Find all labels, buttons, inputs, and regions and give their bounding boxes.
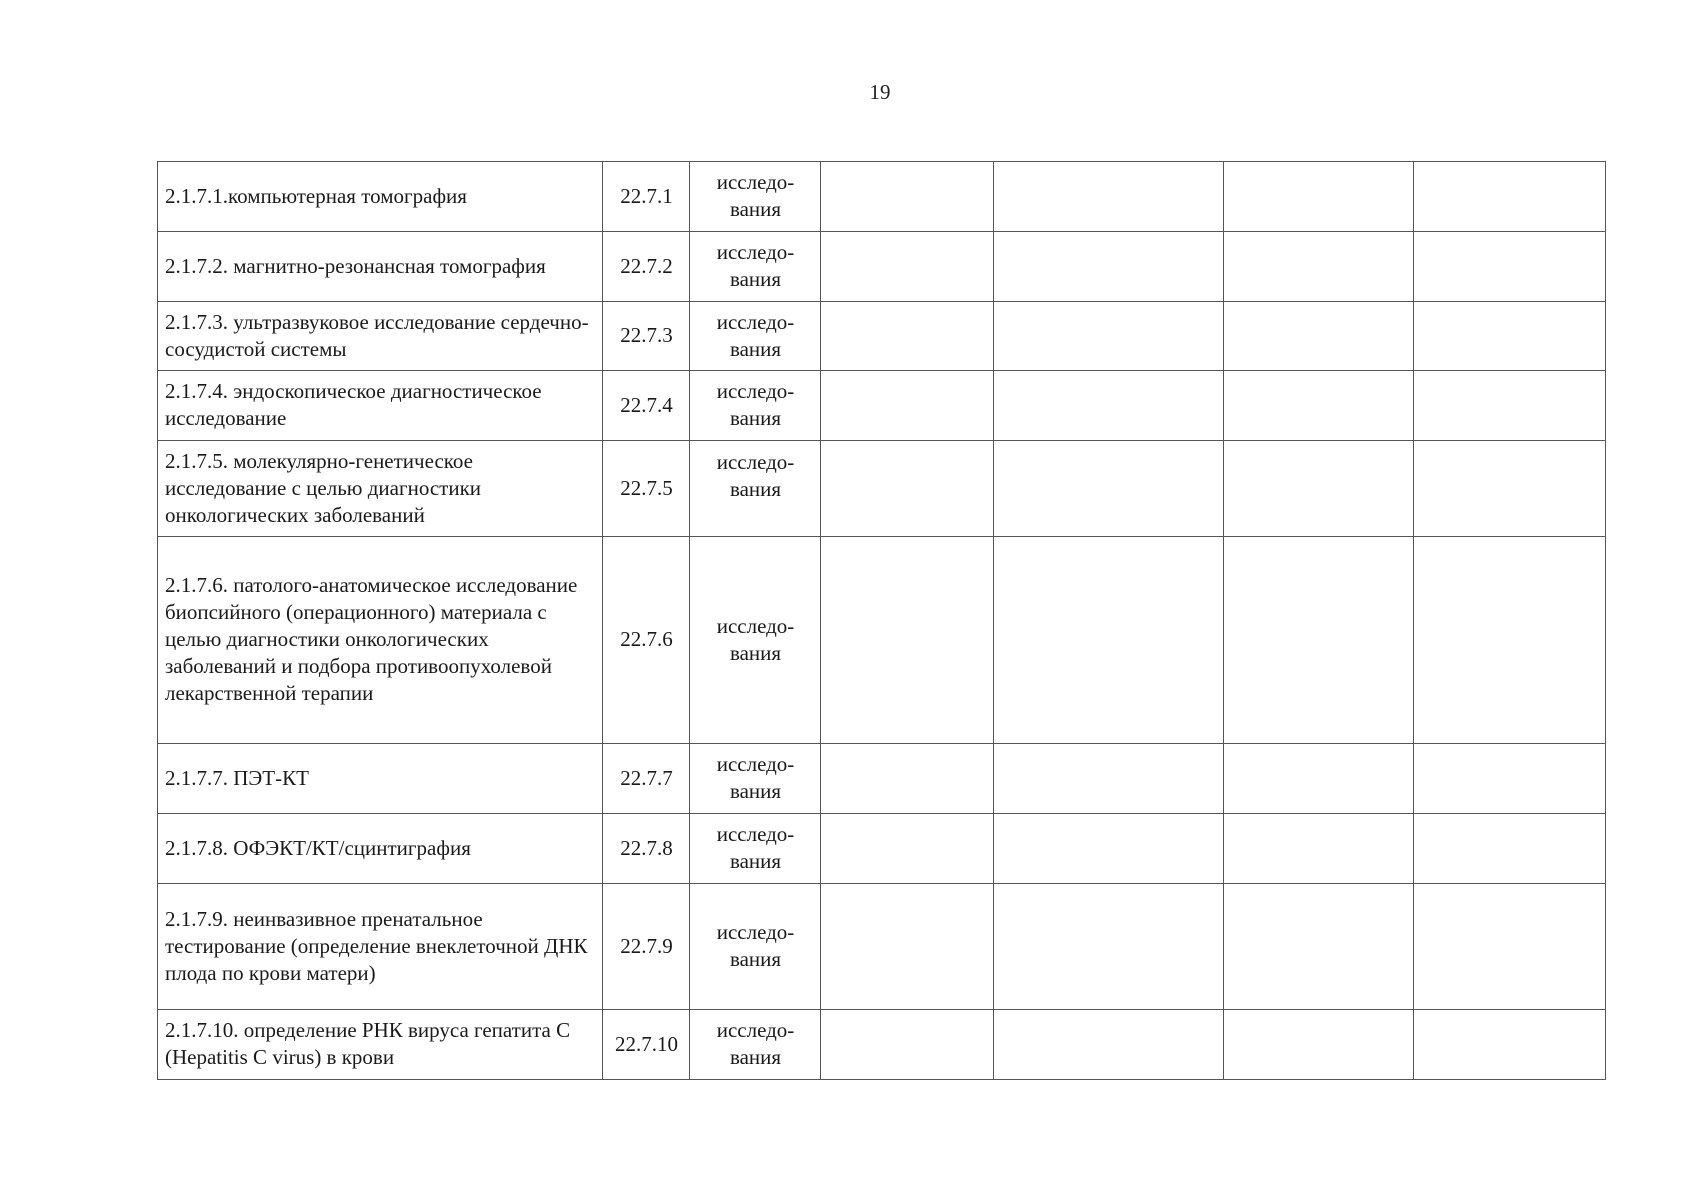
empty-cell — [994, 371, 1224, 441]
service-code: 22.7.5 — [603, 441, 690, 537]
unit-cell — [690, 814, 821, 884]
unit-label-bottom: вания — [729, 267, 782, 291]
empty-cell — [821, 162, 994, 232]
unit-label-top: исследо- — [716, 822, 795, 846]
service-name: 2.1.7.8. ОФЭКТ/КТ/сцинтиграфия — [158, 814, 603, 884]
unit-cell — [690, 371, 821, 441]
table-row — [158, 371, 1606, 441]
service-name: 2.1.7.9. неинвазивное пренатальное тестирование (определение внеклеточной ДНК плода по крови матери) — [158, 884, 603, 1010]
service-name: 2.1.7.1.компьютерная томография — [158, 162, 603, 232]
unit-label-bottom: вания — [729, 947, 782, 971]
empty-cell — [1224, 537, 1414, 744]
empty-cell — [1414, 371, 1606, 441]
unit-label-top: исследо- — [716, 1018, 795, 1042]
service-code: 22.7.7 — [603, 744, 690, 814]
table-row — [158, 232, 1606, 302]
empty-cell — [994, 884, 1224, 1010]
service-name: 2.1.7.6. патолого-анатомическое исследование биопсийного (операционного) материала с целью диагностики онкологических заболеваний и подбора противоопухолевой лекарственной терапии — [158, 537, 603, 744]
unit-cell — [690, 441, 821, 537]
unit-label-bottom: вания — [729, 849, 782, 873]
service-name: 2.1.7.3. ультразвуковое исследование сердечно-сосудистой системы — [158, 302, 603, 371]
service-code: 22.7.2 — [603, 232, 690, 302]
unit-label-bottom: вания — [729, 197, 782, 221]
empty-cell — [1224, 371, 1414, 441]
page-number: 19 — [869, 80, 891, 104]
services-table — [157, 161, 1606, 1080]
unit-cell — [690, 1010, 821, 1080]
unit-label-bottom: вания — [729, 779, 782, 803]
table-row — [158, 744, 1606, 814]
empty-cell — [1414, 302, 1606, 371]
empty-cell — [821, 302, 994, 371]
empty-cell — [821, 441, 994, 537]
unit-cell — [690, 232, 821, 302]
unit-label-top: исследо- — [716, 240, 795, 264]
unit-label-bottom: вания — [729, 336, 782, 361]
unit-label-top: исследо- — [716, 379, 795, 403]
service-name: 2.1.7.10. определение РНК вируса гепатита C (Hepatitis C virus) в крови — [158, 1010, 603, 1080]
empty-cell — [1414, 537, 1606, 744]
empty-cell — [821, 1010, 994, 1080]
empty-cell — [994, 162, 1224, 232]
service-name: 2.1.7.2. магнитно-резонансная томография — [158, 232, 603, 302]
unit-label-top: исследо- — [716, 309, 795, 334]
service-name: 2.1.7.5. молекулярно-генетическое исследование с целью диагностики онкологических заболеваний — [158, 441, 603, 537]
unit-cell — [690, 884, 821, 1010]
empty-cell — [821, 232, 994, 302]
unit-label-bottom: вания — [729, 1045, 782, 1069]
empty-cell — [1414, 162, 1606, 232]
empty-cell — [1414, 1010, 1606, 1080]
empty-cell — [1224, 744, 1414, 814]
unit-label-top: исследо- — [716, 170, 795, 194]
service-code: 22.7.10 — [603, 1010, 690, 1080]
unit-label-bottom: вания — [729, 477, 782, 501]
unit-label-top: исследо- — [716, 450, 795, 474]
unit-label-bottom: вания — [729, 640, 782, 665]
unit-cell — [690, 302, 821, 371]
table-row — [158, 162, 1606, 232]
empty-cell — [994, 1010, 1224, 1080]
empty-cell — [1414, 884, 1606, 1010]
empty-cell — [821, 537, 994, 744]
empty-cell — [821, 371, 994, 441]
table-row — [158, 302, 1606, 371]
empty-cell — [821, 814, 994, 884]
empty-cell — [1414, 814, 1606, 884]
table-row — [158, 884, 1606, 1010]
empty-cell — [1414, 441, 1606, 537]
empty-cell — [994, 302, 1224, 371]
unit-cell — [690, 162, 821, 232]
unit-label-top: исследо- — [716, 920, 795, 944]
empty-cell — [1414, 232, 1606, 302]
unit-label-top: исследо- — [716, 752, 795, 776]
service-name: 2.1.7.7. ПЭТ-КТ — [158, 744, 603, 814]
table-row — [158, 441, 1606, 537]
unit-cell — [690, 744, 821, 814]
empty-cell — [1224, 302, 1414, 371]
empty-cell — [994, 744, 1224, 814]
empty-cell — [994, 537, 1224, 744]
unit-label-bottom: вания — [729, 406, 782, 430]
table-row — [158, 537, 1606, 744]
empty-cell — [994, 441, 1224, 537]
service-code: 22.7.9 — [603, 884, 690, 1010]
empty-cell — [1224, 814, 1414, 884]
empty-cell — [1224, 884, 1414, 1010]
unit-label-top: исследо- — [716, 613, 795, 638]
table-row — [158, 814, 1606, 884]
empty-cell — [821, 884, 994, 1010]
service-code: 22.7.6 — [603, 537, 690, 744]
table-row — [158, 1010, 1606, 1080]
unit-cell — [690, 537, 821, 744]
empty-cell — [1224, 1010, 1414, 1080]
empty-cell — [994, 814, 1224, 884]
empty-cell — [1224, 232, 1414, 302]
empty-cell — [1224, 441, 1414, 537]
service-code: 22.7.8 — [603, 814, 690, 884]
service-code: 22.7.4 — [603, 371, 690, 441]
service-name: 2.1.7.4. эндоскопическое диагностическое исследование — [158, 371, 603, 441]
empty-cell — [821, 744, 994, 814]
empty-cell — [994, 232, 1224, 302]
service-code: 22.7.3 — [603, 302, 690, 371]
empty-cell — [1224, 162, 1414, 232]
empty-cell — [1414, 744, 1606, 814]
service-code: 22.7.1 — [603, 162, 690, 232]
